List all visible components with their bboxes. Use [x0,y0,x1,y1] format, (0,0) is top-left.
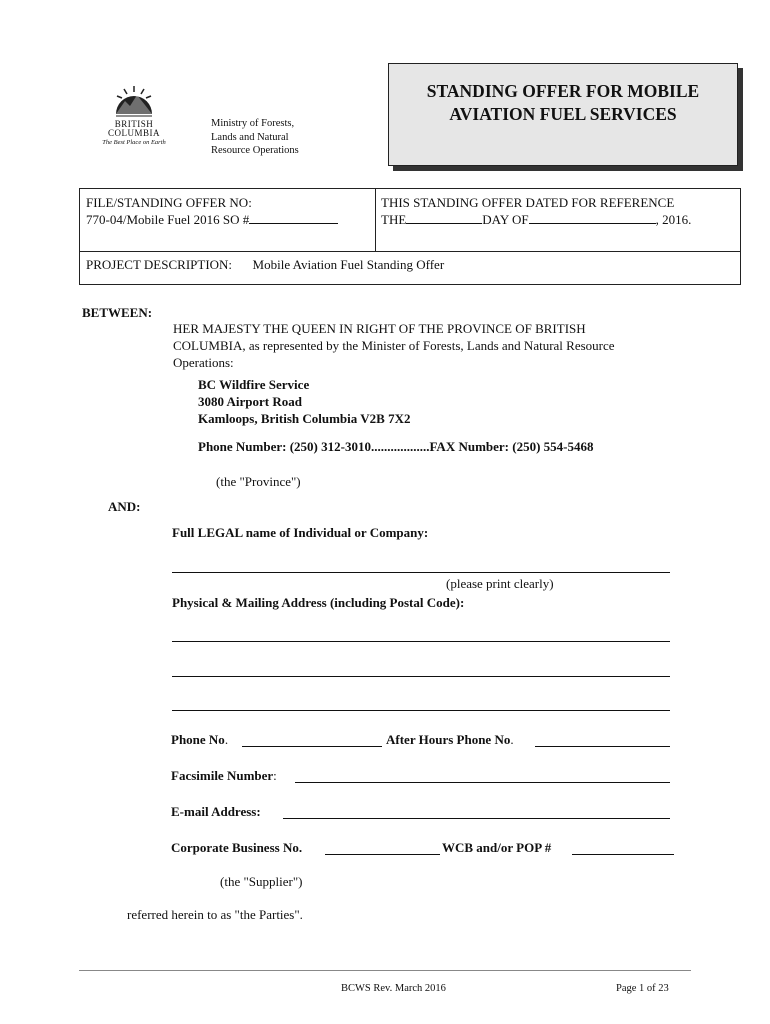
address-field-1[interactable] [172,641,670,642]
after-hours-label [386,731,514,748]
file-number-cell [86,194,338,228]
province-street: 3080 Airport Road [198,394,302,409]
footer-revision: BCWS Rev. March 2016 [341,983,446,994]
email-label: E-mail Address: [171,804,261,819]
day-field[interactable] [406,211,482,224]
fax-label-colon: : [273,768,277,783]
address-label: Physical & Mailing Address (including Postal Code): [172,595,465,610]
document-title [388,63,738,166]
crown-line-3: Operations: [173,355,234,370]
dated-day-of: DAY OF [482,212,529,227]
print-clearly-note: (please print clearly) [446,576,554,591]
crown-party-text [173,320,713,371]
table-divider-horizontal [80,251,740,252]
dated-year: , 2016. [655,212,692,227]
logo-text-columbia: COLUMBIA [107,128,160,138]
and-label: AND: [108,499,141,514]
mountain-sun-icon [112,84,156,118]
province-org: BC Wildfire Service [198,377,310,392]
crown-line-1: HER MAJESTY THE QUEEN IN RIGHT OF THE PROVINCE OF BRITISH [173,321,586,336]
ministry-line-1: Ministry of Forests, [211,118,295,129]
page-number: Page 1 of 23 [616,983,669,994]
address-field-2[interactable] [172,676,670,677]
province-city: Kamloops, British Columbia V2B 7X2 [198,411,411,426]
logo-tagline: The Best Place on Earth [102,139,166,146]
bc-logo [96,84,172,150]
fax-field[interactable] [295,782,670,783]
project-description-value: Mobile Aviation Fuel Standing Offer [252,257,445,272]
footer-divider [79,970,691,971]
after-hours-label-dot: . [510,732,514,747]
province-alias: (the "Province") [216,474,301,489]
after-hours-label-text: After Hours Phone No [386,732,511,747]
crown-line-2: COLUMBIA, as represented by the Minister of Forests, Lands and Natural Resource [173,338,615,353]
project-description-cell [86,256,444,273]
province-phone-fax: Phone Number: (250) 312-3010..................FAX Number: (250) 554-5468 [198,439,594,454]
ministry-line-2: Lands and Natural [211,131,289,143]
province-address [198,376,411,427]
file-number-field[interactable] [249,211,338,224]
phone-label-text: Phone No [171,732,225,747]
title-line-2: AVIATION FUEL SERVICES [449,104,677,124]
corporate-number-field[interactable] [325,854,440,855]
dated-the: THE [381,212,407,227]
dated-line-2 [381,211,691,228]
ministry-line-3: Resource Operations [211,145,299,156]
ministry-name [211,117,299,158]
file-number-label: FILE/STANDING OFFER NO: [86,195,252,210]
project-description-label: PROJECT DESCRIPTION: [86,257,233,272]
legal-name-field[interactable] [172,572,670,573]
dated-cell [381,194,691,228]
file-number-value: 770-04/Mobile Fuel 2016 SO # [86,212,250,227]
after-hours-field[interactable] [535,746,670,747]
fax-label [171,767,277,784]
table-divider-vertical [375,189,376,251]
title-line-1: STANDING OFFER FOR MOBILE [426,81,700,101]
phone-label [171,731,228,748]
fax-label-text: Facsimile Number [171,768,274,783]
month-field[interactable] [529,211,656,224]
dated-line-1: THIS STANDING OFFER DATED FOR REFERENCE [381,195,675,210]
wcb-pop-field[interactable] [572,854,674,855]
file-number-row [86,211,338,228]
address-field-3[interactable] [172,710,670,711]
supplier-alias: (the "Supplier") [220,874,303,889]
phone-field[interactable] [242,746,382,747]
legal-name-label: Full LEGAL name of Individual or Company: [172,525,429,540]
between-label: BETWEEN: [82,305,153,320]
parties-text: referred herein to as "the Parties". [127,907,303,922]
wcb-pop-label: WCB and/or POP # [442,840,552,855]
corporate-number-label: Corporate Business No. [171,840,303,855]
logo-text-british: BRITISH [114,119,154,129]
phone-label-dot: . [224,732,229,747]
email-field[interactable] [283,818,670,819]
